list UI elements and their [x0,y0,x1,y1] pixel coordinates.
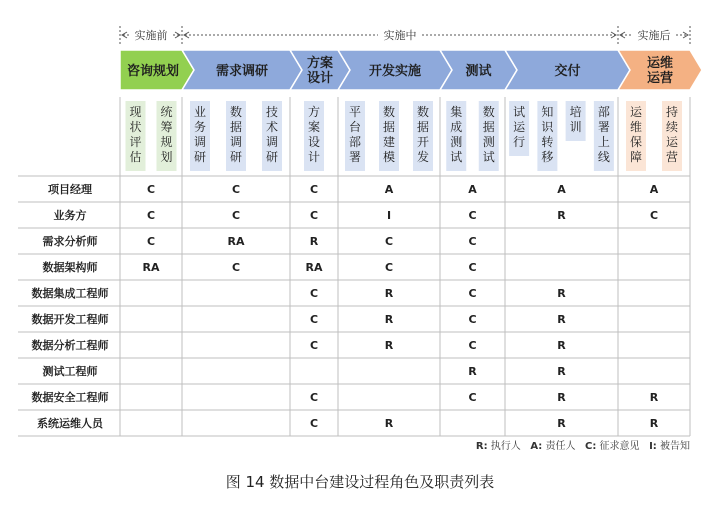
task-label: 技术调研 [265,105,279,164]
raci-cell: C [309,183,319,196]
task-label: 平台部署 [348,105,362,164]
role-label: 需求分析师 [42,235,98,248]
raci-cell: C [146,235,156,248]
task-label: 业务调研 [193,105,207,164]
legend-c-text: 征求意见 [599,441,640,452]
task-label: 部署上线 [597,105,610,164]
raci-cell: C [231,209,241,222]
raci-cell: R [468,365,477,378]
stage-label: 运维 [646,56,674,71]
phase-label: 实施后 [637,29,671,42]
raci-cell: C [468,391,477,404]
task-label: 方案设计 [307,105,321,164]
role-label: 项目经理 [48,183,92,196]
stage-label: 交付 [554,64,581,79]
raci-cell: RA [227,235,245,248]
task-label: 数据调研 [229,105,243,164]
stage-label: 需求调研 [215,64,269,79]
raci-cell: C [309,209,319,222]
task-label: 现状评估 [129,105,142,164]
raci-cell: R [384,339,394,352]
legend-a-key: A: [530,441,543,452]
raci-cell: C [231,261,241,274]
role-label: 数据安全工程师 [31,391,109,404]
raci-cell: C [468,235,477,248]
raci-cell: A [384,183,394,196]
raci-cell: R [557,339,566,352]
phase-label: 实施前 [134,29,168,42]
task-label: 集成测试 [450,105,463,164]
task-label: 培训 [569,105,582,134]
role-label: 系统运维人员 [37,417,103,430]
stage-label: 咨询规划 [126,64,180,79]
raci-cell: C [309,417,319,430]
raci-cell: C [384,261,394,274]
raci-cell: R [557,391,566,404]
raci-cell: RA [305,261,323,274]
raci-cell: R [557,313,566,326]
raci-cell: R [384,417,394,430]
legend [420,437,690,452]
raci-cell: RA [142,261,160,274]
task-label: 试运行 [513,105,526,149]
raci-cell: C [146,183,156,196]
raci-cell: R [557,417,566,430]
raci-cell: A [468,183,477,196]
role-label: 数据集成工程师 [31,287,109,300]
stage-label: 设计 [306,71,334,86]
legend-c-key: C: [585,441,597,452]
stage-label: 开发实施 [368,64,422,79]
task-label: 运维保障 [629,105,643,164]
stage-label: 测试 [465,64,492,79]
raci-cell: R [649,391,659,404]
legend-r-text: 执行人 [490,441,521,452]
legend-i-text: 被告知 [660,441,690,452]
role-label: 测试工程师 [42,365,98,378]
role-label: 数据开发工程师 [31,313,109,326]
role-label: 业务方 [53,209,87,222]
legend-i-key: I: [649,441,657,452]
raci-cell: R [384,313,394,326]
raci-cell: A [557,183,566,196]
raci-cell: R [649,417,659,430]
role-label: 数据分析工程师 [31,339,109,352]
raci-cell: C [468,339,477,352]
raci-cell: C [231,183,241,196]
raci-cell: C [468,287,477,300]
raci-cell: C [649,209,659,222]
stage-label: 方案 [306,56,334,71]
raci-cell: C [146,209,156,222]
task-label: 数据开发 [416,105,430,164]
task-label: 数据建模 [382,105,396,164]
raci-cell: R [384,287,394,300]
task-label: 知识转移 [541,105,554,164]
raci-cell: I [386,209,392,222]
task-label: 统筹规划 [160,105,173,164]
raci-cell: R [557,365,566,378]
raci-cell: C [468,313,477,326]
raci-cell: C [309,339,319,352]
task-label: 持续运营 [665,105,679,164]
raci-cell: R [557,287,566,300]
role-label: 数据架构师 [42,261,98,274]
phase-label: 实施中 [383,29,417,42]
raci-cell: A [649,183,659,196]
raci-cell: C [468,209,477,222]
raci-cell: R [309,235,319,248]
raci-cell: C [468,261,477,274]
raci-cell: C [309,287,319,300]
stage-label: 运营 [646,71,674,86]
task-label: 数据测试 [482,105,495,164]
raci-cell: C [309,391,319,404]
legend-a-text: 责任人 [545,441,576,452]
raci-cell: C [309,313,319,326]
raci-cell: C [384,235,394,248]
legend-r-key: R: [475,441,488,452]
raci-cell: R [557,209,566,222]
figure-caption: 图 14 数据中台建设过程角色及职责列表 [225,473,495,491]
